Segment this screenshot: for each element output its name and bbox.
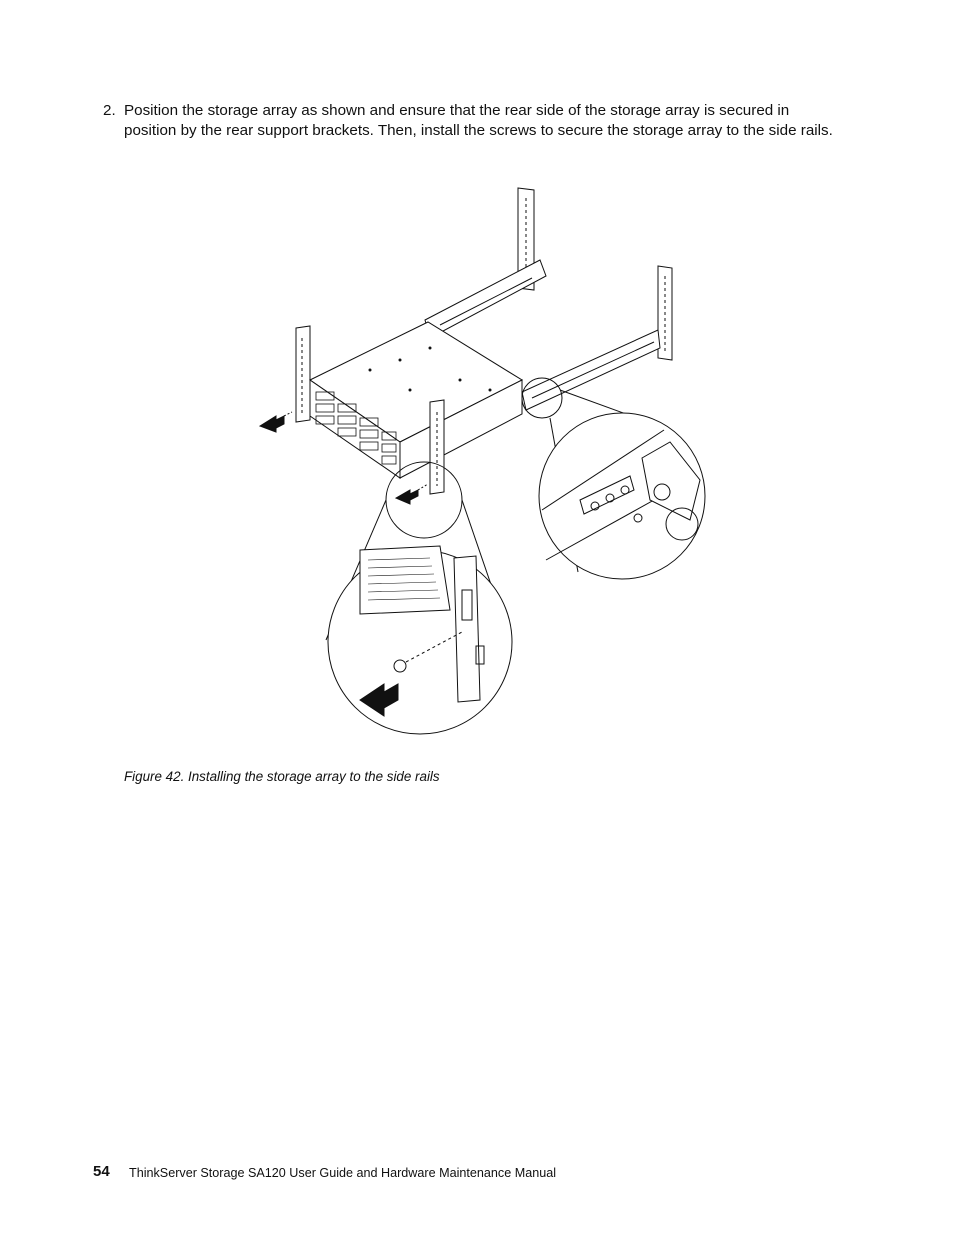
right-front-rack-post [430, 400, 444, 494]
step-text: Position the storage array as shown and ensure that the rear side of the storage array is secured in position by the rear support brackets. Then, install the screws to secure the storage array to the side rails. [124, 102, 833, 139]
step-number: 2. [103, 102, 116, 119]
storage-array-chassis [310, 322, 522, 478]
left-front-rack-post [296, 326, 310, 422]
screw-arrow-left [260, 412, 292, 432]
front-screw-detail-callout [326, 462, 512, 734]
screw-arrow-right [396, 484, 428, 504]
figure-caption: Figure 42. Installing the storage array to the side rails [124, 769, 440, 784]
installation-illustration [250, 180, 720, 740]
document-title: ThinkServer Storage SA120 User Guide and Hardware Maintenance Manual [129, 1166, 557, 1180]
rear-bracket-detail-callout [522, 378, 705, 579]
page-number: 54 [93, 1163, 110, 1180]
